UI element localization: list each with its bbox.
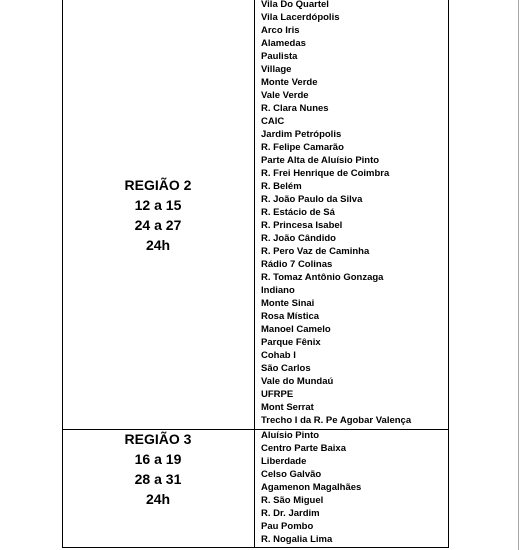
location-item: Celso Galvão [261, 469, 322, 480]
location-item: Pau Pombo [261, 521, 314, 532]
location-item: Vale Verde [261, 90, 309, 101]
location-item: R. Nogalia Lima [261, 534, 333, 545]
location-item: Vila Do Quartel [261, 0, 329, 10]
location-item: Agamenon Magalhães [261, 482, 362, 493]
location-item: Monte Verde [261, 77, 318, 88]
location-item: Trecho I da R. Pe Agobar Valença [261, 415, 412, 426]
location-item: Rosa Mística [261, 311, 320, 322]
region-3-location-list [261, 429, 446, 546]
region-2-hours: 24h [145, 237, 171, 253]
region-2-location-list [261, 0, 446, 427]
region-2-dates-second: 24 a 27 [134, 217, 182, 233]
location-item: Vale do Mundaú [261, 376, 334, 387]
region-3-dates-second: 28 a 31 [134, 471, 182, 487]
location-item: R. Belém [261, 181, 302, 192]
location-item: R. Clara Nunes [261, 103, 329, 114]
location-item: R. Tomaz Antônio Gonzaga [261, 272, 384, 283]
location-item: Arco Iris [261, 25, 300, 36]
region-2-dates-first: 12 a 15 [134, 197, 182, 213]
location-item: R. Dr. Jardim [261, 508, 320, 519]
location-item: UFRPE [261, 389, 294, 400]
location-item: R. Felipe Camarão [261, 142, 344, 153]
location-item: R. Frei Henrique de Coimbra [261, 168, 390, 179]
page-edge-divider [518, 0, 519, 550]
location-item: R. João Paulo da Silva [261, 194, 363, 205]
column-divider [254, 0, 255, 548]
location-item: Rádio 7 Colinas [261, 259, 333, 270]
region-3-label [62, 429, 254, 509]
location-item: Indiano [261, 285, 295, 296]
location-item: Monte Sinai [261, 298, 315, 309]
region-2-label [62, 175, 254, 255]
location-item: CAIC [261, 116, 285, 127]
location-item: Parque Fênix [261, 337, 321, 348]
location-item: R. Estácio de Sá [261, 207, 335, 218]
location-item: Parte Alta de Aluísio Pinto [261, 155, 380, 166]
region-3-hours: 24h [145, 491, 171, 507]
location-item: R. Princesa Isabel [261, 220, 343, 231]
location-item: Paulista [261, 51, 298, 62]
location-item: São Carlos [261, 363, 311, 374]
region-3-dates-first: 16 a 19 [134, 451, 182, 467]
location-item: Alamedas [261, 38, 306, 49]
location-item: Liberdade [261, 456, 307, 467]
location-item: Vila Lacerdópolis [261, 12, 340, 23]
location-item: Centro Parte Baixa [261, 443, 347, 454]
location-item: R. São Miguel [261, 495, 324, 506]
region-3-name: REGIÃO 3 [124, 431, 192, 447]
location-item: Aluísio Pinto [261, 430, 320, 441]
location-item: Cohab I [261, 350, 296, 361]
location-item: Jardim Petrópolis [261, 129, 342, 140]
location-item: Mont Serrat [261, 402, 314, 413]
location-item: Village [261, 64, 292, 75]
location-item: R. João Cândido [261, 233, 336, 244]
location-item: R. Pero Vaz de Caminha [261, 246, 370, 257]
region-2-name: REGIÃO 2 [124, 177, 192, 193]
location-item: Manoel Camelo [261, 324, 331, 335]
